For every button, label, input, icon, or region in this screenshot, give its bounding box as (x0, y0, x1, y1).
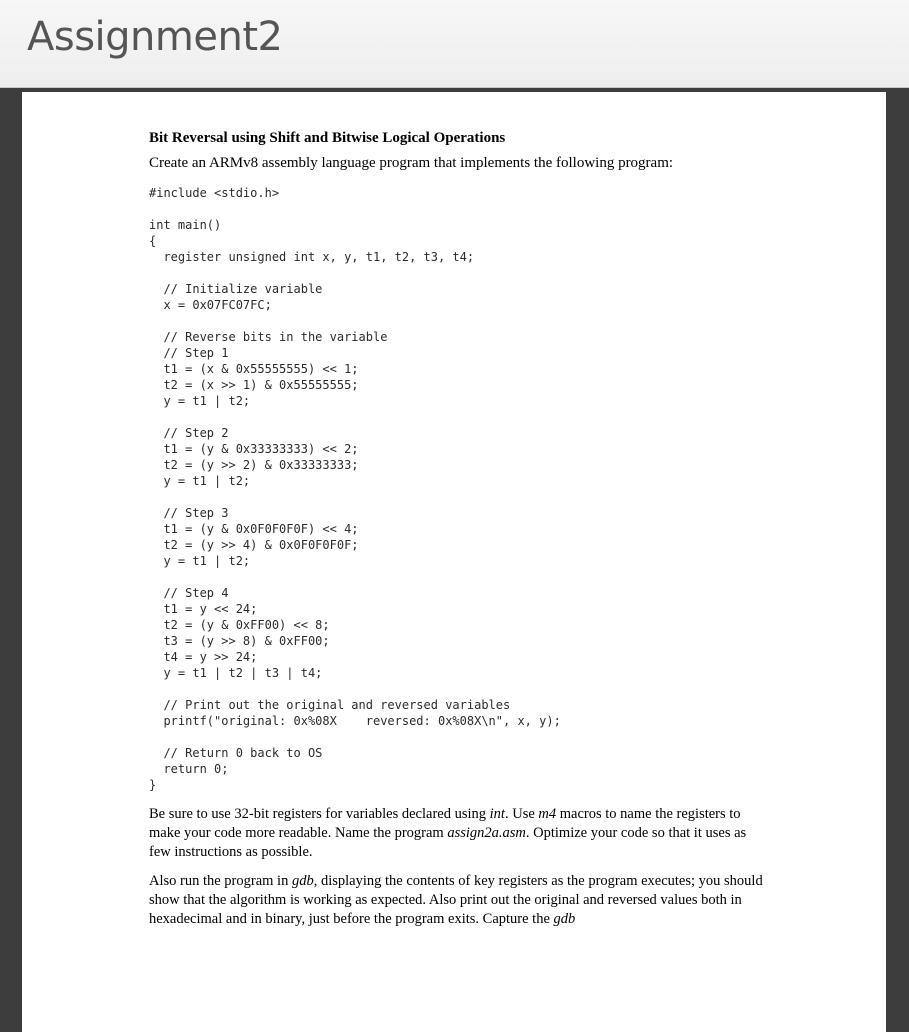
code-listing: #include <stdio.h> int main() { register unsigned int x, y, t1, t2, t3, t4; // Initialize variable x = 0x07FC07FC; // Reverse bits in the variable // Step 1 t1 = (x & 0x55555555) << 1; t2 = (x >> 1) & 0x55555555; y = t1 | t2; // Step 2 t1 = (y & 0x33333333) << 2; t2 = (y >> 2) & 0x33333333; y = t1 | t2; // Step 3 t1 = (y & 0x0F0F0F0F) << 4; t2 = (y >> 4) & 0x0F0F0F0F; y = t1 | t2; // Step 4 t1 = y << 24; t2 = (y & 0xFF00) << 8; t3 = (y >> 8) & 0xFF00; t4 = y >> 24; y = t1 | t2 | t3 | t4; // Print out the original and reversed variables printf("original: 0x%08X reversed: 0x%08X\n", x, y); // Return 0 back to OS return 0; } (149, 186, 561, 792)
intro-text: Create an ARMv8 assembly language program that implements the following program: (149, 155, 674, 171)
section-heading: Bit Reversal using Shift and Bitwise Logical Operations (149, 130, 506, 146)
document-content (149, 129, 769, 929)
document-page[interactable] (22, 92, 886, 1032)
app-header (0, 0, 909, 88)
instructions-paragraph: Be sure to use 32-bit registers for variables declared using int. Use m4 macros to name the registers to make your code more readable. Name the program assign2a.asm. Optimize your code so that it uses as few instructions as possible. (149, 806, 747, 860)
gdb-paragraph: Also run the program in gdb, displaying the contents of key registers as the program executes; you should show that the algorithm is working as expected. Also print out the original and reversed values both in hexadecimal and in binary, just before the program exits. Capture the gdb (149, 873, 763, 927)
page-title: Assignment2 (27, 14, 283, 60)
